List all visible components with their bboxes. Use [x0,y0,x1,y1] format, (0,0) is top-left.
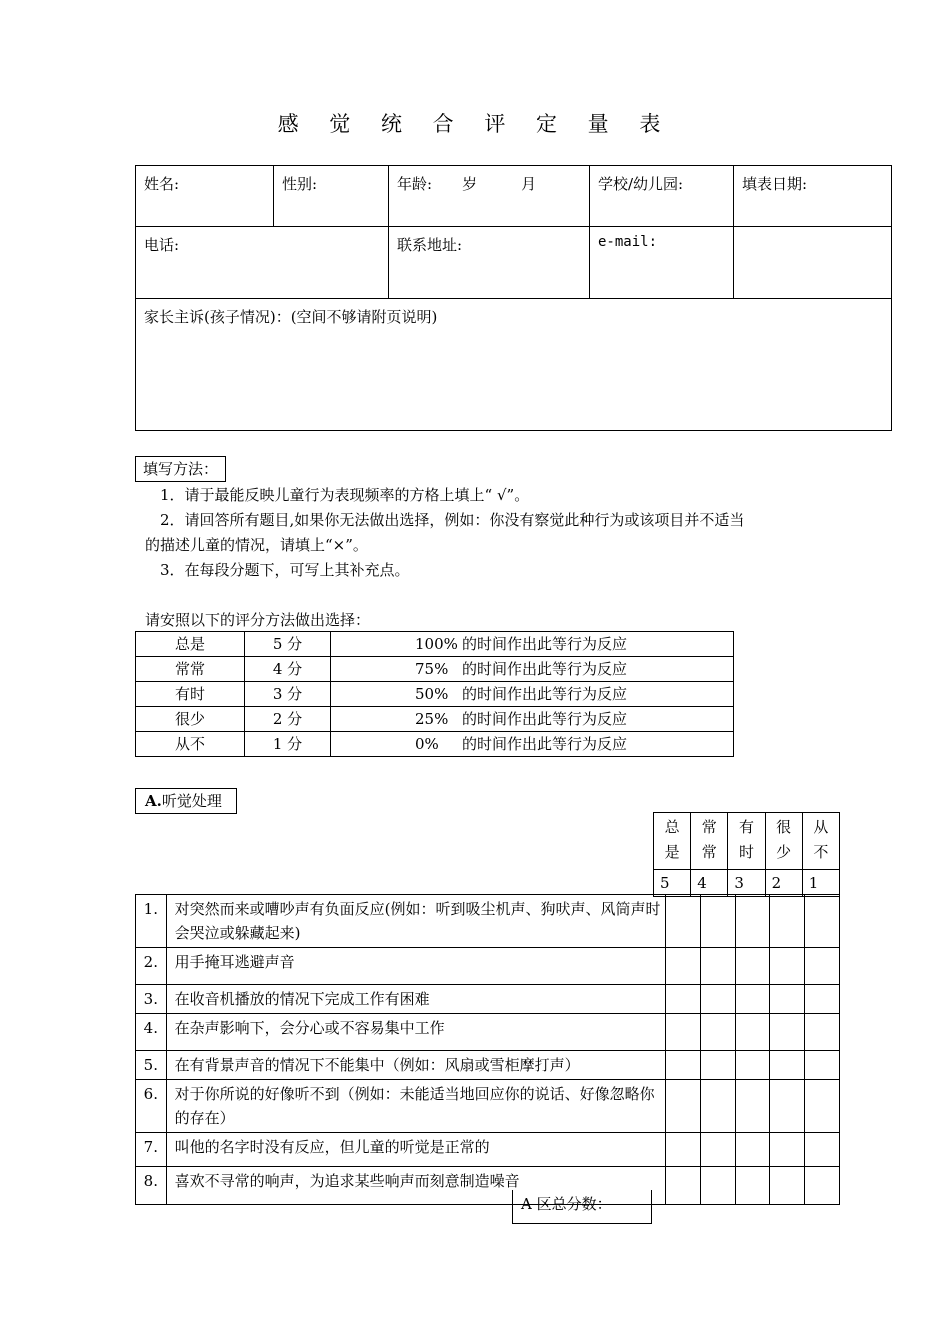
rating-cell[interactable] [770,985,805,1014]
complaint-label: 家长主诉(孩子情况)：(空间不够请附页说明) [144,308,438,326]
scale-desc [331,632,734,657]
col-header-char: 不 [813,843,829,861]
section-a-total-label: A 区总分数： [521,1195,612,1213]
method-label: 填写方法： [135,456,226,482]
rating-cell[interactable] [770,1014,805,1051]
rating-cell[interactable] [701,985,736,1014]
scale-table [135,631,734,757]
rating-cell[interactable] [666,1167,701,1205]
table-row [136,1080,840,1133]
item-number: 4. [136,1014,167,1051]
page-title: 感 觉 统 合 评 定 量 表 [277,112,673,136]
name-label: 姓名: [144,175,180,193]
items-table [135,894,840,1205]
scale-intro: 请安照以下的评分方法做出选择： [145,611,371,629]
rating-cell[interactable] [666,1051,701,1080]
rating-cell[interactable] [666,1014,701,1051]
rating-cell[interactable] [805,985,840,1014]
rating-cell[interactable] [666,1133,701,1167]
age-month-label: 月 [521,175,537,193]
rating-cell[interactable] [735,948,770,985]
col-header-char: 总 [664,818,680,836]
age-label: 年龄: [397,175,433,193]
rating-cell[interactable] [770,1080,805,1133]
scale-score: 2 分 [245,707,331,732]
col-header-never [802,813,839,870]
scale-row [136,732,734,757]
section-a-title: 听觉处理 [161,792,222,810]
rating-cell[interactable] [805,895,840,948]
scale-row [136,707,734,732]
rating-cell[interactable] [735,1014,770,1051]
scale-score: 1 分 [245,732,331,757]
scale-desc [331,682,734,707]
rating-cell[interactable] [701,1167,736,1205]
item-text: 用手掩耳逃避声音 [166,948,666,985]
table-row [136,1014,840,1051]
school-label: 学校/幼儿园: [598,175,684,193]
table-row [136,895,840,948]
age-year-label: 岁 [462,175,478,193]
rating-cell[interactable] [666,948,701,985]
table-row [136,985,840,1014]
col-header-always [654,813,691,870]
item-number: 7. [136,1133,167,1167]
table-row [136,1051,840,1080]
table-row [136,1133,840,1167]
col-header-char: 时 [738,843,754,861]
scale-desc-text: 的时间作出此等行为反应 [462,710,628,728]
scale-desc-text: 的时间作出此等行为反应 [462,735,628,753]
item-text: 喜欢不寻常的响声，为追求某些响声而刻意制造噪音 [166,1167,666,1205]
col-header-char: 少 [776,843,792,861]
item-number: 5. [136,1051,167,1080]
rating-cell[interactable] [805,948,840,985]
rating-cell[interactable] [805,1014,840,1051]
rating-cell[interactable] [735,985,770,1014]
item-text: 在杂声影响下，会分心或不容易集中工作 [166,1014,666,1051]
rating-cell[interactable] [701,1014,736,1051]
col-score: 1 [802,870,839,897]
item-number: 6. [136,1080,167,1133]
item-text: 在收音机播放的情况下完成工作有困难 [166,985,666,1014]
scale-desc-text: 的时间作出此等行为反应 [462,660,628,678]
age-field[interactable] [389,166,590,227]
col-header-char: 是 [664,843,680,861]
rating-cell[interactable] [701,948,736,985]
rating-cell[interactable] [805,1080,840,1133]
col-score: 3 [728,870,765,897]
rating-cell[interactable] [701,1080,736,1133]
rating-cell[interactable] [701,895,736,948]
scale-label: 很少 [136,707,245,732]
rating-cell[interactable] [805,1133,840,1167]
col-score: 5 [654,870,691,897]
address-field[interactable] [389,227,590,299]
rating-cell[interactable] [735,1167,770,1205]
table-row [136,1167,840,1205]
rating-cell[interactable] [701,1051,736,1080]
gender-label: 性别: [282,175,318,193]
scale-score: 4 分 [245,657,331,682]
rating-cell[interactable] [735,895,770,948]
complaint-field[interactable] [136,299,892,431]
scale-desc-text: 的时间作出此等行为反应 [462,685,628,703]
rating-cell[interactable] [770,1167,805,1205]
item-text: 对于你所说的好像听不到（例如：未能适当地回应你的说话、好像忽略你的存在） [166,1080,666,1133]
scale-desc [331,657,734,682]
method-line-2a: 2．请回答所有题目,如果你无法做出选择，例如：你没有察觉此种行为或该项目并不适当 [160,511,745,529]
section-a-prefix: A. [145,792,162,810]
col-header-often [691,813,728,870]
col-header-char: 很 [776,818,792,836]
rating-cell[interactable] [666,985,701,1014]
rating-cell[interactable] [770,1051,805,1080]
scale-pct: 0% [415,735,439,753]
rating-cell[interactable] [735,1133,770,1167]
item-number: 8. [136,1167,167,1205]
email-field[interactable] [590,227,734,299]
name-field[interactable] [136,166,274,227]
scale-label: 从不 [136,732,245,757]
rating-cell[interactable] [770,948,805,985]
rating-cell[interactable] [666,1080,701,1133]
col-header-sometimes [728,813,765,870]
scale-desc [331,707,734,732]
date-label: 填表日期: [742,175,808,193]
col-header-rarely [765,813,802,870]
scale-pct: 50% [415,685,449,703]
col-header-char: 有 [738,818,754,836]
scale-pct: 25% [415,710,449,728]
address-label: 联系地址: [397,236,463,254]
school-field[interactable] [590,166,734,227]
scale-label: 常常 [136,657,245,682]
table-row [136,948,840,985]
rating-cell[interactable] [701,1133,736,1167]
col-header-char: 常 [701,843,717,861]
scale-row [136,682,734,707]
scale-pct: 75% [415,660,449,678]
scale-score: 5 分 [245,632,331,657]
scale-pct: 100% [415,635,458,653]
info-table [135,165,892,431]
method-line-3: 3．在每段分题下，可写上其补充点。 [160,561,410,579]
scale-row [136,632,734,657]
scale-desc-text: 的时间作出此等行为反应 [462,635,628,653]
item-number: 3. [136,985,167,1014]
email-label: e-mail: [598,234,658,250]
col-header-char: 从 [813,818,829,836]
date-field[interactable] [734,166,892,227]
rating-cell[interactable] [666,895,701,948]
item-text: 在有背景声音的情况下不能集中（例如：风扇或雪柜摩打声） [166,1051,666,1080]
rating-cell[interactable] [735,1051,770,1080]
phone-field[interactable] [136,227,389,299]
rating-header [653,812,840,897]
col-score: 4 [691,870,728,897]
item-number: 1. [136,895,167,948]
section-a-heading [135,788,237,814]
scale-label: 有时 [136,682,245,707]
phone-label: 电话: [144,236,180,254]
rating-cell[interactable] [805,1051,840,1080]
rating-cell[interactable] [770,1133,805,1167]
rating-cell[interactable] [805,1167,840,1205]
gender-field[interactable] [274,166,389,227]
col-score: 2 [765,870,802,897]
scale-label: 总是 [136,632,245,657]
rating-cell[interactable] [770,895,805,948]
scale-row [136,657,734,682]
item-text: 对突然而来或嘈吵声有负面反应(例如：听到吸尘机声、狗吠声、风筒声时会哭泣或躲藏起来) [166,895,666,948]
col-header-char: 常 [701,818,717,836]
method-line-1: 1．请于最能反映儿童行为表现频率的方格上填上“ √”。 [160,486,530,504]
scale-score: 3 分 [245,682,331,707]
rating-cell[interactable] [735,1080,770,1133]
item-number: 2. [136,948,167,985]
scale-desc [331,732,734,757]
section-a-total[interactable] [512,1190,652,1224]
blank-field[interactable] [734,227,892,299]
item-text: 叫他的名字时没有反应，但儿童的听觉是正常的 [166,1133,666,1167]
method-line-2b: 的描述儿童的情况，请填上“×”。 [145,536,368,554]
